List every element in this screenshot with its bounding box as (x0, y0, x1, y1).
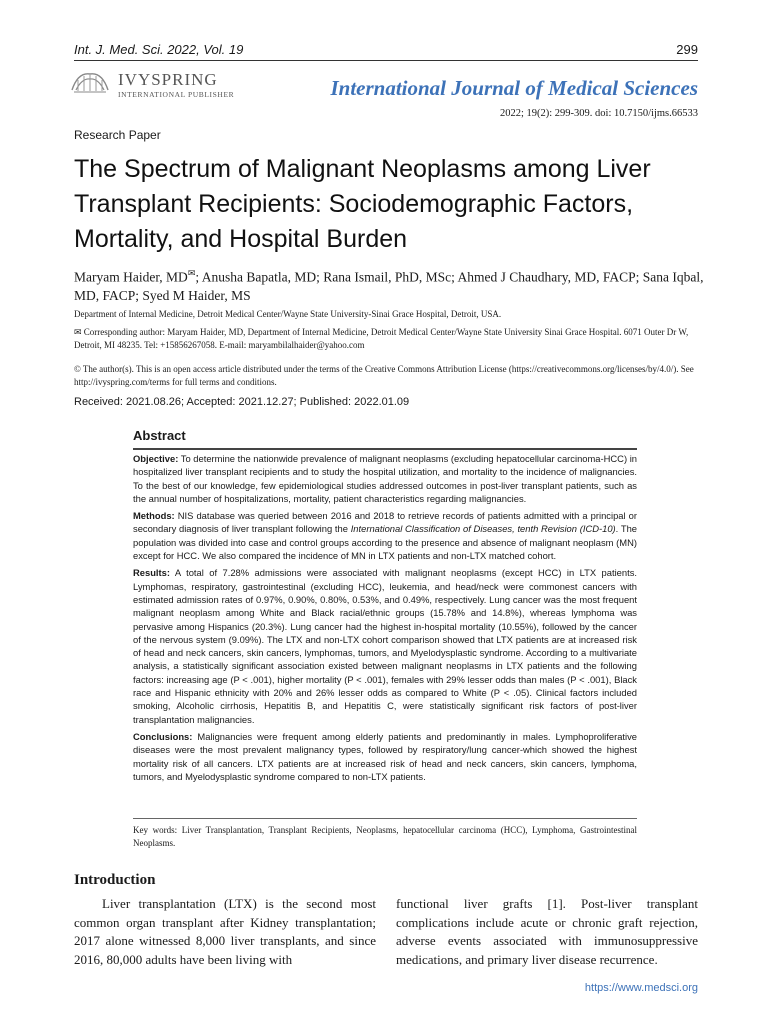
results-text: A total of 7.28% admissions were associated with malignant neoplasms (except HCC) in LTX patients. Lymphomas, respiratory, gastrointestinal (excluding HCC), leukemia, and head/neck were commonest cancers with estimated admission rates of 0.97%, 0.90%, 0.80%, 0.53%, and 0.49%, respectively. Lung cancer was the most frequent malignant neoplasm among White and Black racial/ethnic groups (15.78% and 14.8%), whereas lymphoma was pervasive among Hispanics (20.3%). Lung cancer had the highest in-hospital mortality (10.55%), followed by the cancer of the nervous system (9.09%). The LTX and non-LTX cohort comparison showed that LTX patients are at increased risk of head and neck cancers, skin cancers, lymphomas, tumors, and Myelodysplastic syndrome. According to a multivariate analysis, a statistically significant association existed between malignant neoplasms in LTX patients and the following factors: increasing age (P < .001), higher mortality (P < .001), females with 29% lesser odds than males (P < .001), Black race and Hispanic ethnicity with 20% and 26% lesser odds as compared to White (P < .05). Clinical factors included smoking, Alcoholic cirrhosis, Hepatitis B, and Hepatitis C, were statistically significant risk factors of post-liver transplantation malignancies. (133, 567, 637, 725)
introduction-heading: Introduction (74, 872, 156, 888)
correspondence-text: Corresponding author: Maryam Haider, MD, Department of Internal Medicine, Detroit Medical Center/Wayne State University Sinai Grace Hospital. 6071 Outer Dr W, Detroit, MI 48235. Tel: +15856267058. E-mail: maryambilalhaider@yahoo.com (74, 327, 689, 350)
citation-doi: 2022; 19(2): 299-309. doi: 10.7150/ijms.66533 (499, 108, 698, 119)
publisher-subtitle: INTERNATIONAL PUBLISHER (118, 90, 235, 99)
objective-label: Objective: (133, 453, 179, 464)
abstract-objective (133, 452, 637, 505)
abstract-methods (133, 509, 637, 562)
conclusions-text: Malignancies were frequent among elderly patients and predominantly in males. Lymphoproliferative diseases were the most prevalent malignancy types, followed by respiratory/lung cancer-which showed the highest mortality risk of all cancers. LTX patients are at increased risk of head and neck cancers, skin cancers, lymphoma, tumors, and Myelodysplastic syndrome compared to non-LTX patients. (133, 730, 637, 782)
conclusions-label: Conclusions: (133, 730, 193, 742)
article-type: Research Paper (74, 128, 161, 142)
page-number: 299 (676, 42, 698, 57)
introduction-column-left: Liver transplantation (LTX) is the second most common organ transplant after Kidney transplantation; 2017 alone witnessed 8,000 liver transplants, and since 2016, 80,000 adults have been living with (74, 896, 376, 967)
methods-label: Methods: (133, 510, 175, 522)
correspondence (74, 326, 704, 352)
keywords-divider (133, 818, 637, 819)
envelope-icon: ✉ (74, 327, 84, 337)
journal-reference: Int. J. Med. Sci. 2022, Vol. 19 (74, 42, 244, 57)
introduction-column-right: functional liver grafts [1]. Post-liver transplant complications include acute or chronic graft rejection, adverse events associated with immunosuppressive medications, and primary liver disease recurrence. (396, 896, 698, 967)
abstract-results (133, 566, 637, 726)
results-label: Results: (133, 567, 170, 579)
abstract-section (133, 424, 637, 849)
keywords: Key words: Liver Transplantation, Transplant Recipients, Neoplasms, hepatocellular carcinoma (HCC), Lymphoma, Gastrointestinal Neoplasms. (133, 825, 637, 848)
methods-text-1: NIS database was queried between 2016 and 2018 to retrieve records of patients admitted with a principal or secondary diagnosis of liver transplant following the (133, 510, 637, 535)
methods-text-2: . The population was divided into case and control groups according to the presence and absence of malignant neoplasm (MN) except for HCC. We also compared the incidence of MN in LTX patients and non-LTX matched cohort. (133, 523, 637, 562)
abstract-heading: Abstract (133, 428, 186, 443)
abstract-conclusions (133, 730, 637, 783)
author-list (74, 264, 704, 305)
affiliation: Department of Internal Medicine, Detroit Medical Center/Wayne State University-Sinai Grace Hospital, Detroit, USA. (74, 309, 502, 319)
license-statement: © The author(s). This is an open access article distributed under the terms of the Creative Commons Attribution License (https://creativecommons.org/licenses/by/4.0/). See http://ivyspring.com/terms for full terms and conditions. (74, 364, 694, 387)
corresponding-author: Maryam Haider, MD (74, 269, 188, 285)
other-authors: ; Anusha Bapatla, MD; Rana Ismail, PhD, MSc; Ahmed J Chaudhary, MD, FACP; Sana Iqbal, MD, FACP; Syed M Haider, MS (74, 269, 704, 303)
ivyspring-emblem-icon (68, 68, 112, 98)
objective-text: To determine the nationwide prevalence of malignant neoplasms (excluding hepatocellular carcinoma-HCC) in hospitalized liver transplant recipients and to study the hospital utilization, and mortality to the incidence of malignancies. To the best of our knowledge, few epidemiological studies addressed outcomes in post-liver transplant patients, such as the annual number of hospitalizations, mortality, patient characteristics regarding malignancies. (133, 453, 637, 504)
envelope-icon: ✉ (187, 268, 196, 278)
publication-dates: Received: 2021.08.26; Accepted: 2021.12.27; Published: 2022.01.09 (74, 396, 410, 408)
publisher-logo (68, 68, 238, 104)
publisher-name: IVYSPRING (118, 70, 218, 89)
header-divider (74, 60, 698, 61)
journal-name: International Journal of Medical Sciences (330, 76, 698, 100)
abstract-body (133, 452, 637, 787)
methods-italic: International Classification of Diseases, tenth Revision (ICD-10) (350, 523, 616, 535)
abstract-divider (133, 448, 637, 450)
article-title: The Spectrum of Malignant Neoplasms among Liver Transplant Recipients: Sociodemographic Factors, Mortality, and Hospital Burden (74, 155, 651, 253)
journal-website-link[interactable]: https://www.medsci.org (584, 982, 698, 994)
